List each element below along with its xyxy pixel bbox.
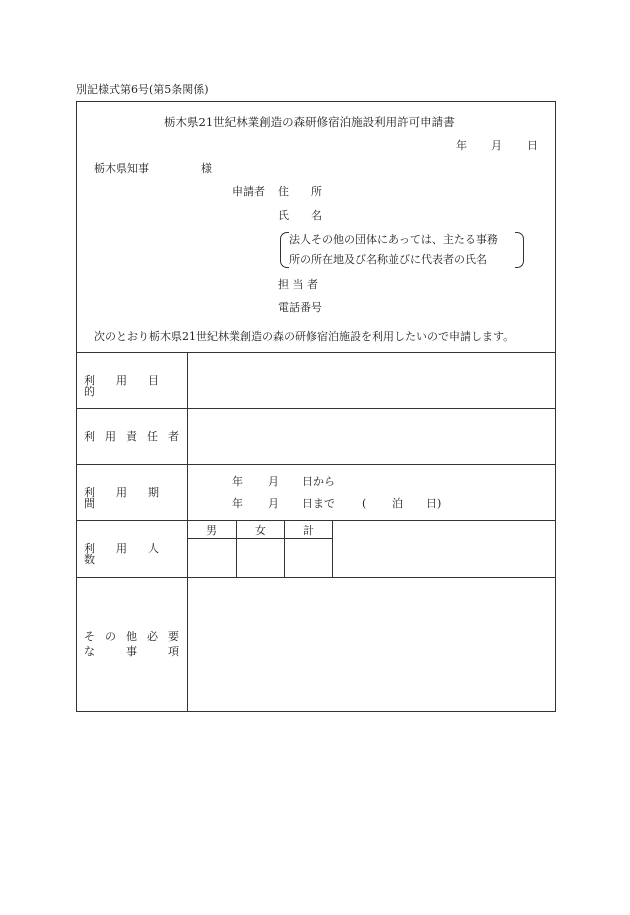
addressee-honorific: 様 xyxy=(201,162,212,175)
count-column-divider xyxy=(284,520,285,577)
responsible-label xyxy=(84,430,189,443)
applicant-note-line1: 法人その他の団体にあっては、主たる事務 xyxy=(289,233,498,246)
period-to-day: 日まで xyxy=(302,497,335,510)
period-open-paren: ( xyxy=(362,497,367,510)
period-from-year: 年 xyxy=(232,475,243,488)
period-nights: 泊 xyxy=(392,497,403,510)
date-year: 年 xyxy=(456,139,467,152)
form-caption: 別記様式第6号(第5条関係) xyxy=(76,83,209,96)
row-divider xyxy=(76,408,556,409)
applicant-note-line2: 所の所在地及び名称並びに代表者の氏名 xyxy=(289,253,487,266)
phone-label: 電話番号 xyxy=(278,301,322,314)
date-month: 月 xyxy=(491,139,502,152)
other-label-line1: その他必要 xyxy=(84,630,189,643)
contact-label: 担 当 者 xyxy=(278,278,318,291)
name-label: 氏 名 xyxy=(278,209,322,222)
count-female-header: 女 xyxy=(255,524,266,537)
count-column-divider xyxy=(332,520,333,577)
address-label: 住 所 xyxy=(278,185,322,198)
application-statement: 次のとおり栃木県21世紀林業創造の森の研修宿泊施設を利用したいので申請します。 xyxy=(94,330,515,343)
period-from-day: 日から xyxy=(302,475,335,488)
date-day: 日 xyxy=(527,139,538,152)
right-bracket xyxy=(515,232,524,268)
count-column-divider xyxy=(236,520,237,577)
left-bracket xyxy=(280,232,289,268)
other-label-line2 xyxy=(84,645,210,658)
label-column-divider xyxy=(187,352,188,712)
period-to-year: 年 xyxy=(232,497,243,510)
count-male-header: 男 xyxy=(206,524,217,537)
row-divider xyxy=(76,352,556,353)
row-divider xyxy=(76,520,556,521)
count-header-divider xyxy=(188,538,333,539)
applicant-label: 申請者 xyxy=(232,185,265,198)
period-night-day: 日) xyxy=(426,497,442,510)
count-label xyxy=(84,543,179,565)
row-divider xyxy=(76,577,556,578)
row-divider xyxy=(76,464,556,465)
addressee-name: 栃木県知事 xyxy=(94,162,149,175)
period-label xyxy=(84,487,179,509)
responsible-label-text: 利用責任者 xyxy=(84,430,189,443)
count-label-text: 利用人数 xyxy=(84,542,180,566)
form-title: 栃木県21世紀林業創造の森研修宿泊施設利用許可申請書 xyxy=(164,115,455,129)
period-to-month: 月 xyxy=(268,497,279,510)
purpose-label xyxy=(84,375,179,397)
period-from-month: 月 xyxy=(268,475,279,488)
purpose-label-text: 利用目的 xyxy=(84,374,180,398)
period-label-text: 利用期間 xyxy=(84,486,180,510)
other-label-line2-text: な事項 xyxy=(84,645,210,658)
count-total-header: 計 xyxy=(303,524,314,537)
